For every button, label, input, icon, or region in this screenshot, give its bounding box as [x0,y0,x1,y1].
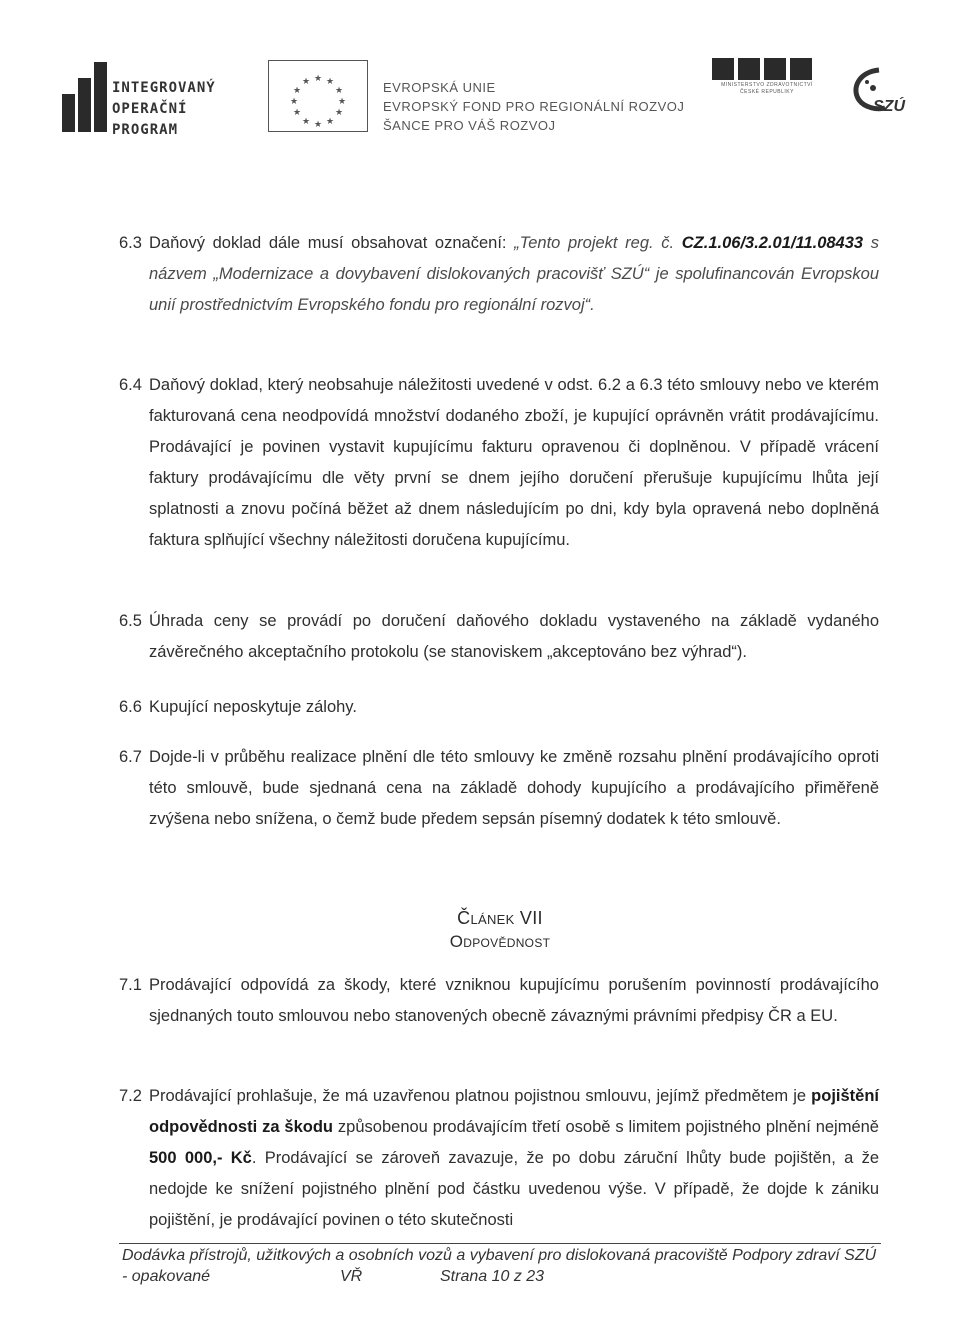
svg-text:★: ★ [334,108,344,118]
eu-logo-text [383,78,684,135]
svg-text:★: ★ [292,86,302,96]
iop-line-2: OPERAČNÍ [112,101,188,117]
page-footer [122,1245,882,1287]
clause-lead: Daňový doklad dále musí obsahovat označení: [149,234,515,252]
clause-text: Dojde-li v průběhu realizace plnění dle této smlouvy ke změně rozsahu plnění prodávajícího oproti této smlouvě, bude sjednaná cena na základě dohody kupujícího a prodávajícího přiměřeně zvýšena nebo snížena, o čemž bude předem sepsán písemný dodatek k této smlouvě. [149,748,879,828]
clause-number: 6.7 [119,748,142,766]
ministry-logo-mark [712,58,822,82]
clause-number: 7.1 [119,976,142,994]
ministry-logo-text-2: ČESKÉ REPUBLIKY [740,89,794,95]
clause-6-7 [119,742,879,835]
svg-text:★: ★ [313,120,323,130]
registration-number: CZ.1.06/3.2.01/11.08433 [681,234,864,252]
footer-repeat-label: - opakované [122,1268,211,1285]
clause-7-2 [119,1081,879,1236]
svg-text:★: ★ [337,97,347,107]
eu-line-1: EVROPSKÁ UNIE [383,80,496,95]
footer-line-1: Dodávka přístrojů, užitkových a osobních vozů a vybavení pro dislokovaná pracoviště Podpory zdraví SZÚ [122,1247,877,1264]
szu-logo [845,66,935,126]
clause-6-5 [119,606,879,668]
szu-logo-text: SZÚ [873,98,905,115]
svg-text:★: ★ [313,74,323,84]
clause-number: 6.6 [119,698,142,716]
clause-number: 7.2 [119,1087,142,1105]
svg-text:★: ★ [289,97,299,107]
svg-text:★: ★ [292,108,302,118]
clause-number: 6.5 [119,612,142,630]
ministry-logo-text-1: MINISTERSTVO ZDRAVOTNICTVÍ [721,82,813,88]
svg-text:★: ★ [325,117,335,127]
svg-text:★: ★ [334,86,344,96]
quote-start: „Tento projekt reg. č. [514,234,682,252]
svg-text:★: ★ [301,77,311,87]
insurance-limit: 500 000,- Kč [149,1149,252,1167]
footer-divider [119,1243,881,1244]
footer-procurement-label: VŘ [340,1268,363,1285]
clause-text-1: Prodávající prohlašuje, že má uzavřenou platnou pojistnou smlouvu, jejímž předmětem je [149,1087,812,1105]
svg-text:★: ★ [325,77,335,87]
page-number: Strana 10 z 23 [440,1268,545,1285]
clause-number: 6.3 [119,234,142,252]
clause-6-4 [119,370,879,556]
clause-text: Úhrada ceny se provádí po doručení daňového dokladu vystaveného na základě vydaného závěrečného akceptačního protokolu (se stanoviskem „akceptováno bez výhrad“). [149,612,879,661]
iop-logo-bars [62,62,108,132]
clause-text: Daňový doklad, který neobsahuje náležitosti uvedené v odst. 6.2 a 6.3 této smlouvy nebo ve kterém fakturovaná cena neodpovídá množství dodaného zboží, je kupující oprávněn vrátit prodávajícímu. Prodávající je povinen vystavit kupujícímu fakturu opravenou či doplněnou. V případě vrácení faktury prodávajícímu dle věty první se dnem jejího doručení přerušuje kupujícímu lhůta její splatnosti a znovu počíná běžet až dnem následujícím po dni, kdy byla opravená nebo doplněná faktura splňující všechny náležitosti doručena kupujícímu. [149,376,879,549]
clause-text: Prodávající odpovídá za škody, které vzniknou kupujícímu porušením povinností prodávajícího sjednaných touto smlouvou nebo stanovených obecně závaznými právními předpisy ČR a EU. [149,976,879,1025]
ministry-logo [712,58,822,96]
svg-text:★: ★ [301,117,311,127]
clause-6-6 [119,692,879,723]
eu-flag-icon [268,60,368,132]
eu-line-3: ŠANCE PRO VÁŠ ROZVOJ [383,118,556,133]
iop-line-1: INTEGROVANÝ [112,80,216,96]
eu-line-2: EVROPSKÝ FOND PRO REGIONÁLNÍ ROZVOJ [383,99,685,114]
clause-text-3: . Prodávající se zároveň zavazuje, že po dobu záruční lhůty bude pojištěn, a že nedojde ke snížení pojistného plnění pod částku uvedenou výše. V případě, že dojde k zániku pojištění, je prodávající povinen o této skutečnosti [149,1149,879,1229]
iop-logo-text [112,78,216,141]
page-header [0,0,960,150]
clause-7-1 [119,970,879,1032]
insurance-type: pojištění odpovědnosti za škodu [149,1087,879,1136]
article-title: Článek VII [457,908,543,928]
clause-6-3 [119,228,879,321]
article-subtitle: Odpovědnost [449,932,551,951]
clause-text-2: způsobenou prodávajícím třetí osobě s limitem pojistného plnění nejméně [333,1118,879,1136]
clause-text: Kupující neposkytuje zálohy. [149,698,357,716]
quote-rest: s názvem „Modernizace a dovybavení dislokovaných pracovišť SZÚ“ je spolufinancován Evropskou unií prostřednictvím Evropského fondu pro regionální rozvoj“. [149,234,879,314]
clause-number: 6.4 [119,376,142,394]
iop-line-3: PROGRAM [112,122,179,138]
